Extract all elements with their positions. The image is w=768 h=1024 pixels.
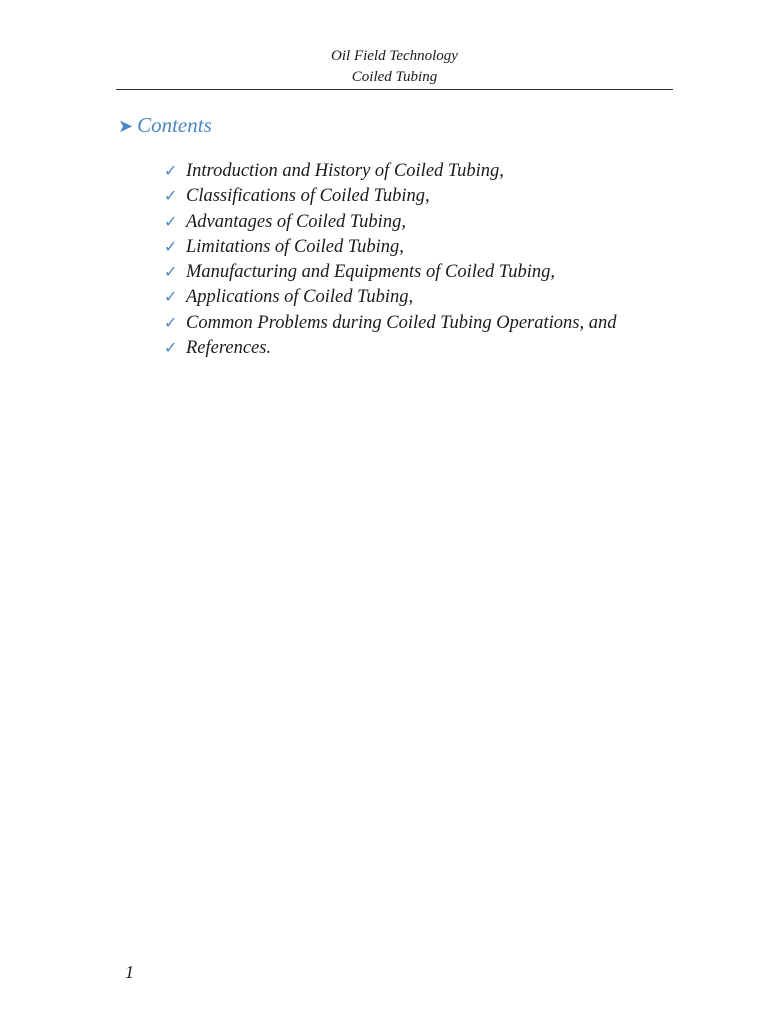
- section-heading: [118, 112, 212, 139]
- contents-item: [164, 236, 654, 259]
- contents-item-text: Introduction and History of Coiled Tubing,: [186, 161, 504, 181]
- checkmark-icon: ✓: [164, 289, 178, 307]
- checkmark-icon: ✓: [164, 163, 178, 180]
- contents-item-text: Manufacturing and Equipments of Coiled Tubing,: [186, 262, 555, 283]
- checkmark-icon: ✓: [164, 264, 178, 282]
- contents-item-text: Common Problems during Coiled Tubing Operations, and: [186, 312, 617, 333]
- arrow-right-icon: ➤: [118, 116, 134, 136]
- contents-item-text: Classifications of Coiled Tubing,: [186, 186, 430, 207]
- contents-item-text: Limitations of Coiled Tubing,: [186, 236, 404, 257]
- contents-item-text: Advantages of Coiled Tubing,: [186, 211, 406, 232]
- contents-item: [164, 211, 654, 234]
- checkmark-icon: ✓: [164, 340, 178, 358]
- header-subtitle: Coiled Tubing: [351, 69, 438, 85]
- contents-list: [164, 160, 654, 362]
- contents-item: [164, 286, 654, 309]
- contents-item-text: Applications of Coiled Tubing,: [186, 287, 414, 308]
- header-title: Oil Field Technology: [331, 48, 458, 64]
- contents-item: [164, 160, 654, 183]
- checkmark-icon: ✓: [164, 238, 178, 256]
- header-divider: [116, 89, 673, 90]
- checkmark-icon: ✓: [164, 188, 178, 206]
- contents-item: [164, 185, 654, 208]
- contents-item: [164, 337, 654, 360]
- checkmark-icon: ✓: [164, 213, 178, 231]
- contents-item-text: References.: [186, 338, 272, 359]
- running-header: [116, 46, 673, 88]
- page-number: 1: [125, 962, 134, 982]
- section-title: Contents: [137, 113, 212, 137]
- contents-item: [164, 312, 654, 335]
- checkmark-icon: ✓: [164, 314, 178, 332]
- contents-item: [164, 261, 654, 284]
